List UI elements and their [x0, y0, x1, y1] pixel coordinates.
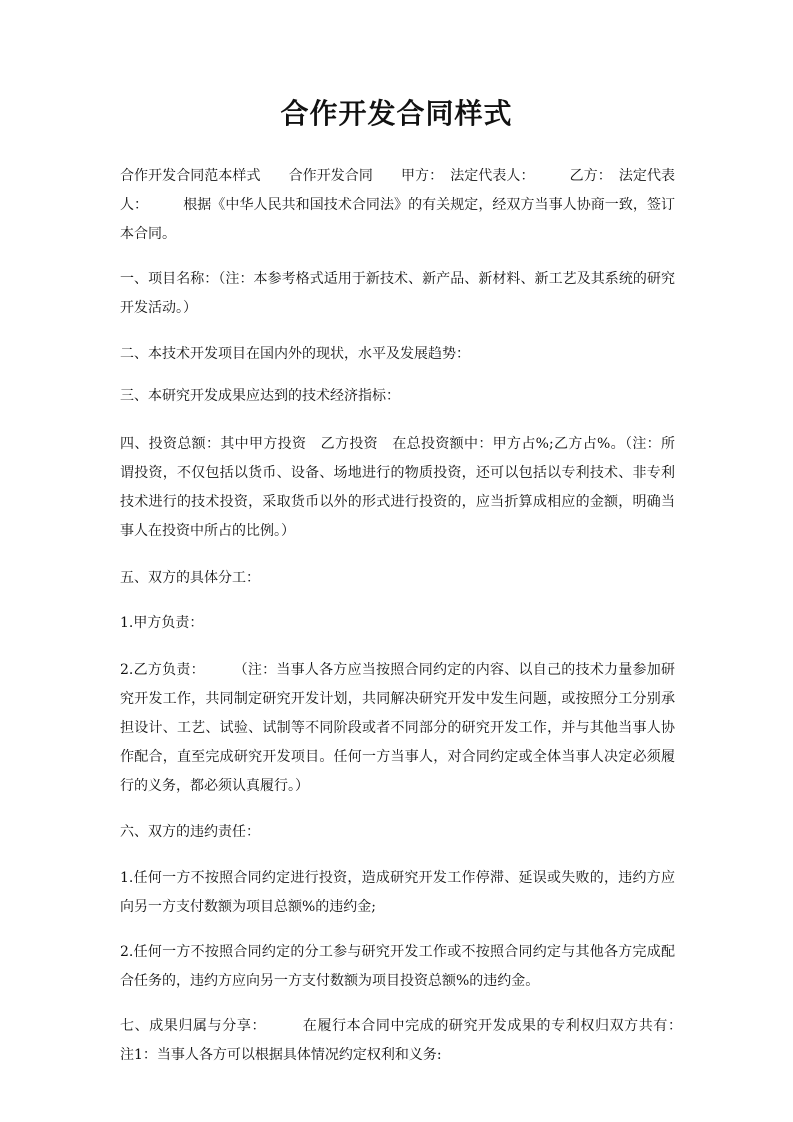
- document-title: 合作开发合同样式: [280, 97, 513, 130]
- paragraph-party-a-duty: 1.甲方负责：: [120, 615, 204, 631]
- document-body: [120, 162, 703, 1086]
- paragraph-preamble: 合作开发合同范本样式 合作开发合同 甲方： 法定代表人： 乙方： 法定代表人： 根据《中华人民共和国技术合同法》的有关规定，经双方当事人协商一致，签订本合同。: [120, 168, 675, 242]
- paragraph-results-ownership: 七、成果归属与分享： 在履行本合同中完成的研究开发成果的专利权归双方共有： 注1：当事人各方可以根据具体情况约定权利和义务:: [120, 1018, 703, 1063]
- paragraph-project-name: 一、项目名称：（注：本参考格式适用于新技术、新产品、新材料、新工艺及其系统的研究开发活动。）: [120, 271, 675, 316]
- paragraph-division-heading: 五、双方的具体分工：: [120, 570, 260, 586]
- paragraph-status-trend: 二、本技术开发项目在国内外的现状，水平及发展趋势：: [120, 346, 470, 362]
- paragraph-liability-1: 1.任何一方不按照合同约定进行投资，造成研究开发工作停滞、延误或失败的，违约方应向另一方支付数额为项目总额%的违约金;: [120, 870, 675, 915]
- paragraph-liability-2: 2.任何一方不按照合同约定的分工参与研究开发工作或不按照合同约定与其他各方完成配合任务的，违约方应向另一方支付数额为项目投资总额%的违约金。: [120, 944, 675, 989]
- paragraph-investment: 四、投资总额：其中甲方投资 乙方投资 在总投资额中：甲方占%;乙方占%。（注：所谓投资，不仅包括以货币、设备、场地进行的物质投资，还可以包括以专利技术、非专利技术进行的技术投资，采取货币以外的形式进行投资的，应当折算成相应的金额，明确当事人在投资中所占的比例。）: [120, 436, 675, 539]
- paragraph-party-b-duty: 2.乙方负责： （注：当事人各方应当按照合同约定的内容、以自己的技术力量参加研究开发工作，共同制定研究开发计划，共同解决研究开发中发生问题，或按照分工分别承担设计、工艺、试验、试制等不同阶段或者不同部分的研究开发工作，并与其他当事人协作配合，直至完成研究开发项目。任何一方当事人，对合同约定或全体当事人决定必须履行的义务，都必须认真履行。）: [120, 662, 675, 794]
- paragraph-indicators: 三、本研究开发成果应达到的技术经济指标：: [120, 388, 400, 404]
- paragraph-liability-heading: 六、双方的违约责任：: [120, 824, 260, 840]
